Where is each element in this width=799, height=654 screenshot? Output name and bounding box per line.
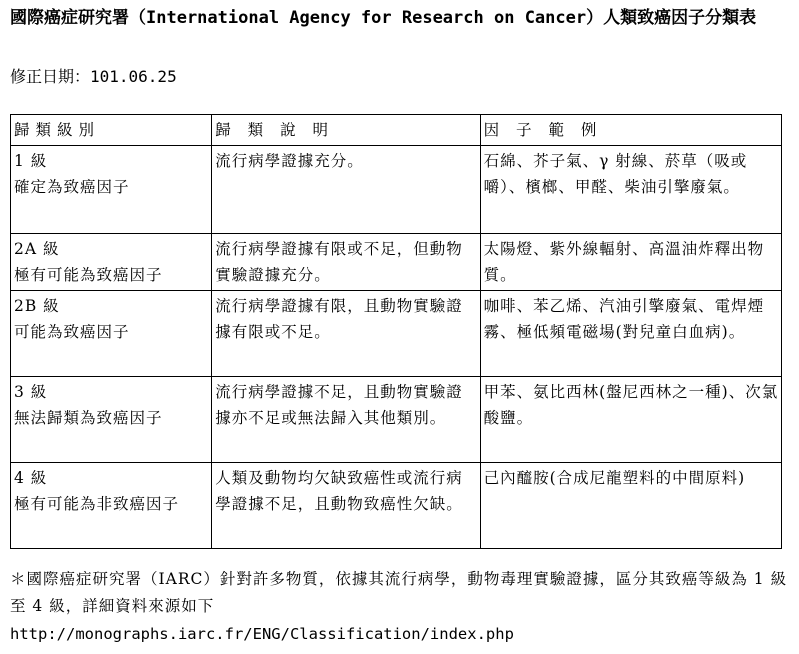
grade-cell [11,234,212,291]
classification-table [10,114,782,549]
revision-date: 修正日期：101.06.25 [10,67,177,86]
column-header-grade: 歸類級別 [11,115,212,146]
grade-label: 2B 級 [14,297,60,315]
examples-cell: 石綿、芥子氣、γ 射線、菸草（吸或嚼）、檳榔、甲醛、柴油引擎廢氣。 [480,146,781,234]
grade-label: 1 級 [14,152,48,170]
examples-cell: 甲苯、氨比西林(盤尼西林之一種)、次氯酸鹽。 [480,377,781,463]
grade-label: 4 級 [14,469,48,487]
description-cell: 人類及動物均欠缺致癌性或流行病學證據不足，且動物致癌性欠缺。 [212,463,480,549]
table-row [11,146,782,234]
column-header-description: 歸 類 說 明 [212,115,480,146]
description-cell: 流行病學證據不足，且動物實驗證據亦不足或無法歸入其他類別。 [212,377,480,463]
group-label: 極有可能為致癌因子 [14,266,163,284]
source-url: http://monographs.iarc.fr/ENG/Classification/index.php [10,625,514,643]
grade-cell [11,463,212,549]
grade-cell [11,146,212,234]
examples-cell: 己內醯胺(合成尼龍塑料的中間原料) [480,463,781,549]
grade-cell [11,291,212,377]
description-cell: 流行病學證據充分。 [212,146,480,234]
table-row [11,377,782,463]
table-row [11,291,782,377]
group-label: 極有可能為非致癌因子 [14,495,180,513]
description-cell: 流行病學證據有限，且動物實驗證據有限或不足。 [212,291,480,377]
grade-label: 3 級 [14,383,48,401]
examples-cell: 太陽燈、紫外線輻射、高溫油炸釋出物質。 [480,234,781,291]
table-header-row [11,115,782,146]
footnote: ＊國際癌症研究署（IARC）針對許多物質，依據其流行病學，動物毒理實驗證據，區分其致癌等級為 1 級至 4 級，詳細資料來源如下 [10,570,788,615]
grade-label: 2A 級 [14,240,60,258]
grade-cell [11,377,212,463]
examples-cell: 咖啡、苯乙烯、汽油引擎廢氣、電焊煙霧、極低頻電磁場(對兒童白血病)。 [480,291,781,377]
group-label: 可能為致癌因子 [14,323,130,341]
table-row [11,234,782,291]
group-label: 無法歸類為致癌因子 [14,409,163,427]
column-header-examples: 因 子 範 例 [480,115,781,146]
document-title: 國際癌症研究署（International Agency for Research on Cancer）人類致癌因子分類表 [10,8,757,28]
table-row [11,463,782,549]
group-label: 確定為致癌因子 [14,178,130,196]
description-cell: 流行病學證據有限或不足，但動物實驗證據充分。 [212,234,480,291]
